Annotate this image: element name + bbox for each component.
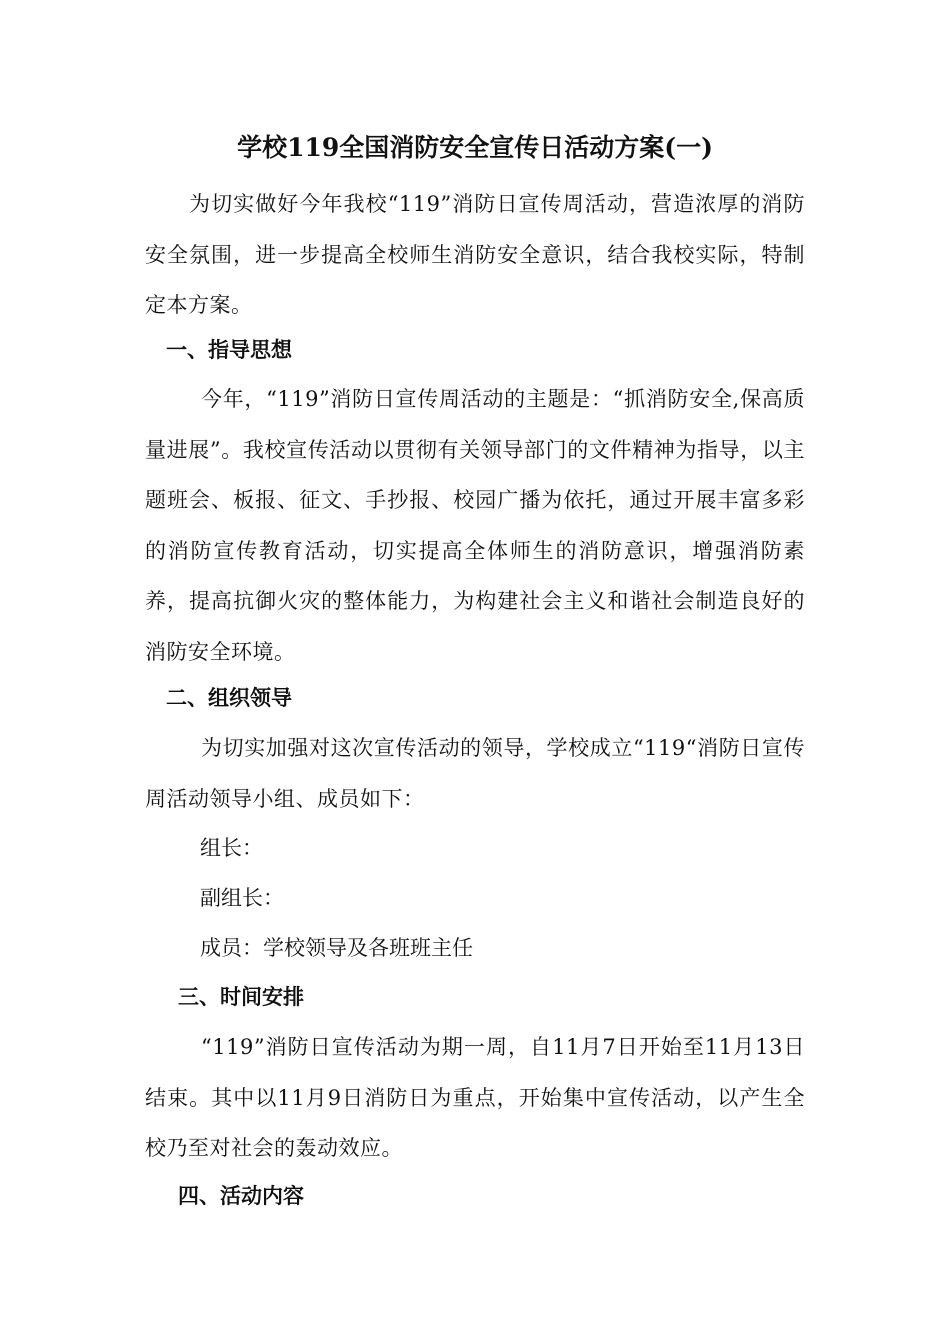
section-paragraph-schedule: “119”消防日宣传活动为期一周，自11月7日开始至11月13日结束。其中以11月9日消防日为重点，开始集中宣传活动，以产生全校乃至对社会的轰动效应。 [145,1035,805,1160]
members-line: 成员：学校领导及各班班主任 [200,936,473,960]
section-heading-organization: 二、组织领导 [166,685,292,710]
section-paragraph-guiding-thought: 今年，“119”消防日宣传周活动的主题是：“抓消防安全,保高质量进展”。我校宣传活动以贯彻有关领导部门的文件精神为指导，以主题班会、板报、征文、手抄报、校园广播为依托，通过开展丰富多彩的消防宣传教育活动，切实提高全体师生的消防意识，增强消防素养，提高抗御火灾的整体能力，为构建社会主义和谐社会制造良好的消防安全环境。 [145,387,805,664]
section-paragraph-organization: 为切实加强对这次宣传活动的领导，学校成立“119“消防日宣传周活动领导小组、成员如下： [145,736,805,811]
deputy-leader-line: 副组长： [200,886,284,910]
section-heading-activities: 四、活动内容 [178,1183,304,1208]
intro-paragraph: 为切实做好今年我校“119”消防日宣传周活动，营造浓厚的消防安全氛围，进一步提高全校师生消防安全意识，结合我校实际，特制定本方案。 [145,192,805,317]
leader-line: 组长： [200,836,263,860]
section-heading-schedule: 三、时间安排 [178,984,304,1009]
section-heading-guiding-thought: 一、指导思想 [166,337,292,362]
page-title: 学校119全国消防安全宣传日活动方案(一) [237,133,713,162]
